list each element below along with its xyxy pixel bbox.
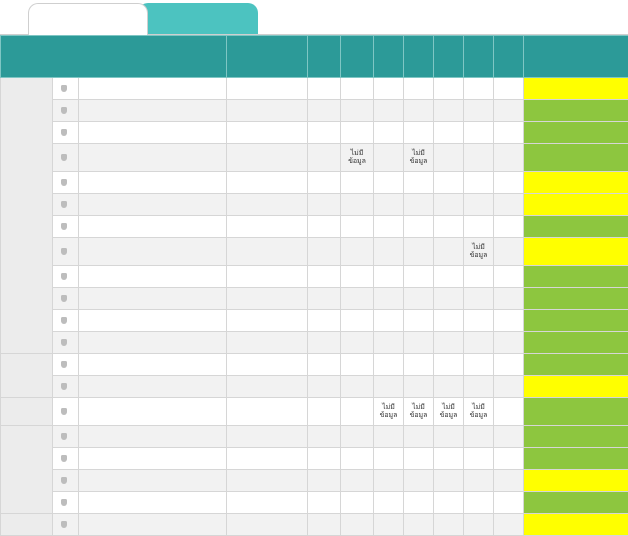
pm25-value bbox=[308, 238, 341, 266]
map-pin-icon[interactable] bbox=[61, 223, 67, 230]
col-station bbox=[1, 36, 227, 78]
station-cell bbox=[79, 216, 227, 238]
latest-time bbox=[227, 194, 308, 216]
so2-value bbox=[464, 398, 494, 426]
quality-badge bbox=[524, 194, 628, 216]
station-cell bbox=[79, 172, 227, 194]
so2-value bbox=[464, 172, 494, 194]
aqi-value bbox=[494, 100, 524, 122]
o3-value-line: ไม่มี bbox=[376, 404, 401, 412]
no2-value bbox=[434, 332, 464, 354]
co-value bbox=[404, 354, 434, 376]
aqi-value bbox=[494, 78, 524, 100]
o3-value bbox=[374, 144, 404, 172]
no2-value bbox=[434, 100, 464, 122]
so2-value bbox=[464, 426, 494, 448]
table-row bbox=[1, 78, 628, 100]
so2-value bbox=[464, 288, 494, 310]
pm10-value bbox=[341, 238, 374, 266]
latest-time bbox=[227, 470, 308, 492]
aqi-value bbox=[494, 122, 524, 144]
so2-value bbox=[464, 514, 494, 536]
pm10-value bbox=[341, 426, 374, 448]
pm25-value bbox=[308, 78, 341, 100]
co-value-line: ข้อมูล bbox=[406, 412, 431, 420]
co-value bbox=[404, 238, 434, 266]
station-code bbox=[53, 194, 79, 216]
pm10-value bbox=[341, 332, 374, 354]
no2-value bbox=[434, 194, 464, 216]
aqi-value bbox=[494, 426, 524, 448]
map-pin-icon[interactable] bbox=[61, 433, 67, 440]
station-cell bbox=[79, 514, 227, 536]
latest-time bbox=[227, 376, 308, 398]
station-cell bbox=[79, 194, 227, 216]
col-co bbox=[404, 36, 434, 78]
station-code bbox=[53, 332, 79, 354]
o3-value bbox=[374, 492, 404, 514]
quality-badge bbox=[524, 78, 628, 100]
quality-badge bbox=[524, 492, 628, 514]
so2-value bbox=[464, 470, 494, 492]
co-value bbox=[404, 448, 434, 470]
map-pin-icon[interactable] bbox=[61, 129, 67, 136]
station-code bbox=[53, 470, 79, 492]
no2-value bbox=[434, 426, 464, 448]
o3-value bbox=[374, 398, 404, 426]
quality-badge bbox=[524, 354, 628, 376]
aqi-value bbox=[494, 448, 524, 470]
col-o3 bbox=[374, 36, 404, 78]
station-code bbox=[53, 216, 79, 238]
so2-value bbox=[464, 194, 494, 216]
pm25-value bbox=[308, 398, 341, 426]
latest-time bbox=[227, 266, 308, 288]
station-cell bbox=[79, 376, 227, 398]
map-pin-icon[interactable] bbox=[61, 179, 67, 186]
latest-time bbox=[227, 332, 308, 354]
station-code bbox=[53, 354, 79, 376]
station-cell bbox=[79, 354, 227, 376]
table-body bbox=[1, 78, 628, 536]
o3-value bbox=[374, 122, 404, 144]
o3-value bbox=[374, 288, 404, 310]
no2-value bbox=[434, 310, 464, 332]
o3-value bbox=[374, 310, 404, 332]
so2-value bbox=[464, 238, 494, 266]
station-code bbox=[53, 266, 79, 288]
station-cell bbox=[79, 448, 227, 470]
table-row bbox=[1, 238, 628, 266]
so2-value bbox=[464, 122, 494, 144]
pm25-value bbox=[308, 310, 341, 332]
latest-time bbox=[227, 354, 308, 376]
map-pin-icon[interactable] bbox=[61, 201, 67, 208]
o3-value bbox=[374, 172, 404, 194]
quality-badge bbox=[524, 266, 628, 288]
map-pin-icon[interactable] bbox=[61, 361, 67, 368]
o3-value bbox=[374, 332, 404, 354]
pm10-value-line: ข้อมูล bbox=[343, 158, 371, 166]
latest-time bbox=[227, 122, 308, 144]
o3-value bbox=[374, 78, 404, 100]
pm25-value bbox=[308, 332, 341, 354]
no2-value bbox=[434, 398, 464, 426]
col-no2 bbox=[434, 36, 464, 78]
so2-value bbox=[464, 100, 494, 122]
station-code bbox=[53, 172, 79, 194]
co-value-line: ข้อมูล bbox=[406, 158, 431, 166]
map-pin-icon[interactable] bbox=[61, 317, 67, 324]
station-code bbox=[53, 100, 79, 122]
pm25-value bbox=[308, 144, 341, 172]
aqi-value bbox=[494, 514, 524, 536]
so2-value bbox=[464, 492, 494, 514]
station-code bbox=[53, 448, 79, 470]
table-row bbox=[1, 376, 628, 398]
co-value bbox=[404, 492, 434, 514]
latest-time bbox=[227, 238, 308, 266]
o3-value bbox=[374, 426, 404, 448]
map-pin-icon[interactable] bbox=[61, 339, 67, 346]
latest-time bbox=[227, 310, 308, 332]
station-cell bbox=[79, 144, 227, 172]
co-value bbox=[404, 266, 434, 288]
table-row bbox=[1, 398, 628, 426]
latest-time bbox=[227, 100, 308, 122]
pm10-value bbox=[341, 288, 374, 310]
co-value bbox=[404, 78, 434, 100]
station-code bbox=[53, 288, 79, 310]
aqi-value bbox=[494, 310, 524, 332]
table-row bbox=[1, 288, 628, 310]
table-row bbox=[1, 470, 628, 492]
so2-value bbox=[464, 144, 494, 172]
aqi-value bbox=[494, 238, 524, 266]
province-cell bbox=[1, 514, 53, 536]
co-value bbox=[404, 216, 434, 238]
quality-badge bbox=[524, 470, 628, 492]
station-cell bbox=[79, 100, 227, 122]
station-code bbox=[53, 492, 79, 514]
co-value bbox=[404, 100, 434, 122]
province-cell bbox=[1, 426, 53, 514]
station-code bbox=[53, 398, 79, 426]
station-cell bbox=[79, 398, 227, 426]
pm25-value bbox=[308, 354, 341, 376]
no2-value bbox=[434, 122, 464, 144]
col-quality bbox=[524, 36, 628, 78]
pm10-value bbox=[341, 266, 374, 288]
pm25-value bbox=[308, 514, 341, 536]
aqi-value bbox=[494, 376, 524, 398]
pm10-value bbox=[341, 354, 374, 376]
station-code bbox=[53, 310, 79, 332]
pm10-value bbox=[341, 172, 374, 194]
province-cell bbox=[1, 78, 53, 354]
pm25-value bbox=[308, 172, 341, 194]
pm25-value bbox=[308, 100, 341, 122]
quality-badge bbox=[524, 448, 628, 470]
quality-badge bbox=[524, 100, 628, 122]
o3-value bbox=[374, 470, 404, 492]
o3-value-line: ข้อมูล bbox=[376, 412, 401, 420]
table-row bbox=[1, 448, 628, 470]
pm10-value bbox=[341, 78, 374, 100]
station-code bbox=[53, 78, 79, 100]
aqi-value bbox=[494, 354, 524, 376]
co-value-line: ไม่มี bbox=[406, 150, 431, 158]
so2-value bbox=[464, 216, 494, 238]
table-row bbox=[1, 492, 628, 514]
aqi-value bbox=[494, 288, 524, 310]
quality-badge bbox=[524, 172, 628, 194]
station-code bbox=[53, 376, 79, 398]
no2-value bbox=[434, 144, 464, 172]
aqi-value bbox=[494, 216, 524, 238]
so2-value bbox=[464, 332, 494, 354]
quality-badge bbox=[524, 288, 628, 310]
province-cell bbox=[1, 398, 53, 426]
latest-time bbox=[227, 514, 308, 536]
so2-value-line: ไม่มี bbox=[466, 404, 491, 412]
pm10-value bbox=[341, 376, 374, 398]
pm25-value bbox=[308, 492, 341, 514]
latest-time bbox=[227, 288, 308, 310]
pm10-value bbox=[341, 398, 374, 426]
pm10-value bbox=[341, 216, 374, 238]
latest-time bbox=[227, 398, 308, 426]
no2-value bbox=[434, 288, 464, 310]
so2-value bbox=[464, 310, 494, 332]
tab-air-quality[interactable] bbox=[28, 3, 148, 35]
pm10-value bbox=[341, 492, 374, 514]
co-value bbox=[404, 122, 434, 144]
station-cell bbox=[79, 288, 227, 310]
station-cell bbox=[79, 122, 227, 144]
station-code bbox=[53, 238, 79, 266]
pm25-value bbox=[308, 216, 341, 238]
co-value-line: ไม่มี bbox=[406, 404, 431, 412]
no2-value bbox=[434, 266, 464, 288]
map-pin-icon[interactable] bbox=[61, 455, 67, 462]
table-row bbox=[1, 266, 628, 288]
col-aqi bbox=[494, 36, 524, 78]
pm25-value bbox=[308, 426, 341, 448]
aqi-value bbox=[494, 492, 524, 514]
table-row bbox=[1, 310, 628, 332]
no2-value bbox=[434, 354, 464, 376]
aqi-value bbox=[494, 470, 524, 492]
latest-time bbox=[227, 448, 308, 470]
so2-value bbox=[464, 266, 494, 288]
aqi-value bbox=[494, 144, 524, 172]
so2-value-line: ข้อมูล bbox=[466, 412, 491, 420]
station-cell bbox=[79, 426, 227, 448]
o3-value bbox=[374, 194, 404, 216]
pm10-value bbox=[341, 448, 374, 470]
col-latest bbox=[227, 36, 308, 78]
table-row bbox=[1, 514, 628, 536]
station-cell bbox=[79, 470, 227, 492]
station-code bbox=[53, 122, 79, 144]
o3-value bbox=[374, 376, 404, 398]
pm10-value bbox=[341, 144, 374, 172]
map-pin-icon[interactable] bbox=[61, 408, 67, 415]
map-pin-icon[interactable] bbox=[61, 477, 67, 484]
pm10-value bbox=[341, 100, 374, 122]
station-cell bbox=[79, 238, 227, 266]
quality-badge bbox=[524, 310, 628, 332]
station-cell bbox=[79, 78, 227, 100]
air-quality-table bbox=[0, 35, 628, 536]
station-cell bbox=[79, 492, 227, 514]
col-pm10 bbox=[341, 36, 374, 78]
map-pin-icon[interactable] bbox=[61, 85, 67, 92]
quality-badge bbox=[524, 122, 628, 144]
quality-badge bbox=[524, 426, 628, 448]
no2-value bbox=[434, 216, 464, 238]
latest-time bbox=[227, 172, 308, 194]
table-row bbox=[1, 426, 628, 448]
table-row bbox=[1, 194, 628, 216]
map-pin-icon[interactable] bbox=[61, 273, 67, 280]
latest-time bbox=[227, 492, 308, 514]
table-row bbox=[1, 100, 628, 122]
quality-badge bbox=[524, 216, 628, 238]
co-value bbox=[404, 376, 434, 398]
tab-meteorology[interactable] bbox=[138, 3, 258, 35]
quality-badge bbox=[524, 332, 628, 354]
no2-value bbox=[434, 470, 464, 492]
no2-value bbox=[434, 492, 464, 514]
aqi-value bbox=[494, 172, 524, 194]
co-value bbox=[404, 398, 434, 426]
pm10-value bbox=[341, 194, 374, 216]
so2-value bbox=[464, 78, 494, 100]
o3-value bbox=[374, 448, 404, 470]
aqi-value bbox=[494, 398, 524, 426]
co-value bbox=[404, 310, 434, 332]
station-code bbox=[53, 426, 79, 448]
pm10-value-line: ไม่มี bbox=[343, 150, 371, 158]
latest-time bbox=[227, 144, 308, 172]
pm25-value bbox=[308, 376, 341, 398]
pm10-value bbox=[341, 310, 374, 332]
station-cell bbox=[79, 332, 227, 354]
table-row bbox=[1, 216, 628, 238]
o3-value bbox=[374, 266, 404, 288]
no2-value bbox=[434, 448, 464, 470]
latest-time bbox=[227, 78, 308, 100]
pm25-value bbox=[308, 448, 341, 470]
o3-value bbox=[374, 100, 404, 122]
map-pin-icon[interactable] bbox=[61, 107, 67, 114]
province-cell bbox=[1, 354, 53, 398]
o3-value bbox=[374, 238, 404, 266]
col-so2 bbox=[464, 36, 494, 78]
co-value bbox=[404, 288, 434, 310]
pm25-value bbox=[308, 122, 341, 144]
no2-value bbox=[434, 514, 464, 536]
map-pin-icon[interactable] bbox=[61, 499, 67, 506]
co-value bbox=[404, 470, 434, 492]
aqi-value bbox=[494, 194, 524, 216]
pm10-value bbox=[341, 514, 374, 536]
so2-value bbox=[464, 354, 494, 376]
so2-value-line: ไม่มี bbox=[466, 244, 491, 252]
pm10-value bbox=[341, 122, 374, 144]
quality-badge bbox=[524, 238, 628, 266]
no2-value bbox=[434, 172, 464, 194]
co-value bbox=[404, 194, 434, 216]
table-row bbox=[1, 354, 628, 376]
pm10-value bbox=[341, 470, 374, 492]
quality-badge bbox=[524, 398, 628, 426]
no2-value-line: ข้อมูล bbox=[436, 412, 461, 420]
co-value bbox=[404, 514, 434, 536]
so2-value bbox=[464, 448, 494, 470]
map-pin-icon[interactable] bbox=[61, 295, 67, 302]
no2-value-line: ไม่มี bbox=[436, 404, 461, 412]
map-pin-icon[interactable] bbox=[61, 248, 67, 255]
tab-bar bbox=[0, 0, 628, 35]
so2-value bbox=[464, 376, 494, 398]
station-cell bbox=[79, 266, 227, 288]
o3-value bbox=[374, 216, 404, 238]
aqi-value bbox=[494, 332, 524, 354]
latest-time bbox=[227, 426, 308, 448]
col-pm25 bbox=[308, 36, 341, 78]
no2-value bbox=[434, 78, 464, 100]
station-cell bbox=[79, 310, 227, 332]
o3-value bbox=[374, 514, 404, 536]
pm25-value bbox=[308, 470, 341, 492]
o3-value bbox=[374, 354, 404, 376]
co-value bbox=[404, 144, 434, 172]
co-value bbox=[404, 426, 434, 448]
pm25-value bbox=[308, 194, 341, 216]
no2-value bbox=[434, 238, 464, 266]
map-pin-icon[interactable] bbox=[61, 154, 67, 161]
table-row bbox=[1, 122, 628, 144]
pm25-value bbox=[308, 266, 341, 288]
quality-badge bbox=[524, 144, 628, 172]
so2-value-line: ข้อมูล bbox=[466, 252, 491, 260]
quality-badge bbox=[524, 514, 628, 536]
aqi-value bbox=[494, 266, 524, 288]
map-pin-icon[interactable] bbox=[61, 521, 67, 528]
table-row bbox=[1, 332, 628, 354]
co-value bbox=[404, 172, 434, 194]
table-row bbox=[1, 172, 628, 194]
station-code bbox=[53, 514, 79, 536]
quality-badge bbox=[524, 376, 628, 398]
map-pin-icon[interactable] bbox=[61, 383, 67, 390]
co-value bbox=[404, 332, 434, 354]
latest-time bbox=[227, 216, 308, 238]
station-code bbox=[53, 144, 79, 172]
table-row bbox=[1, 144, 628, 172]
no2-value bbox=[434, 376, 464, 398]
pm25-value bbox=[308, 288, 341, 310]
